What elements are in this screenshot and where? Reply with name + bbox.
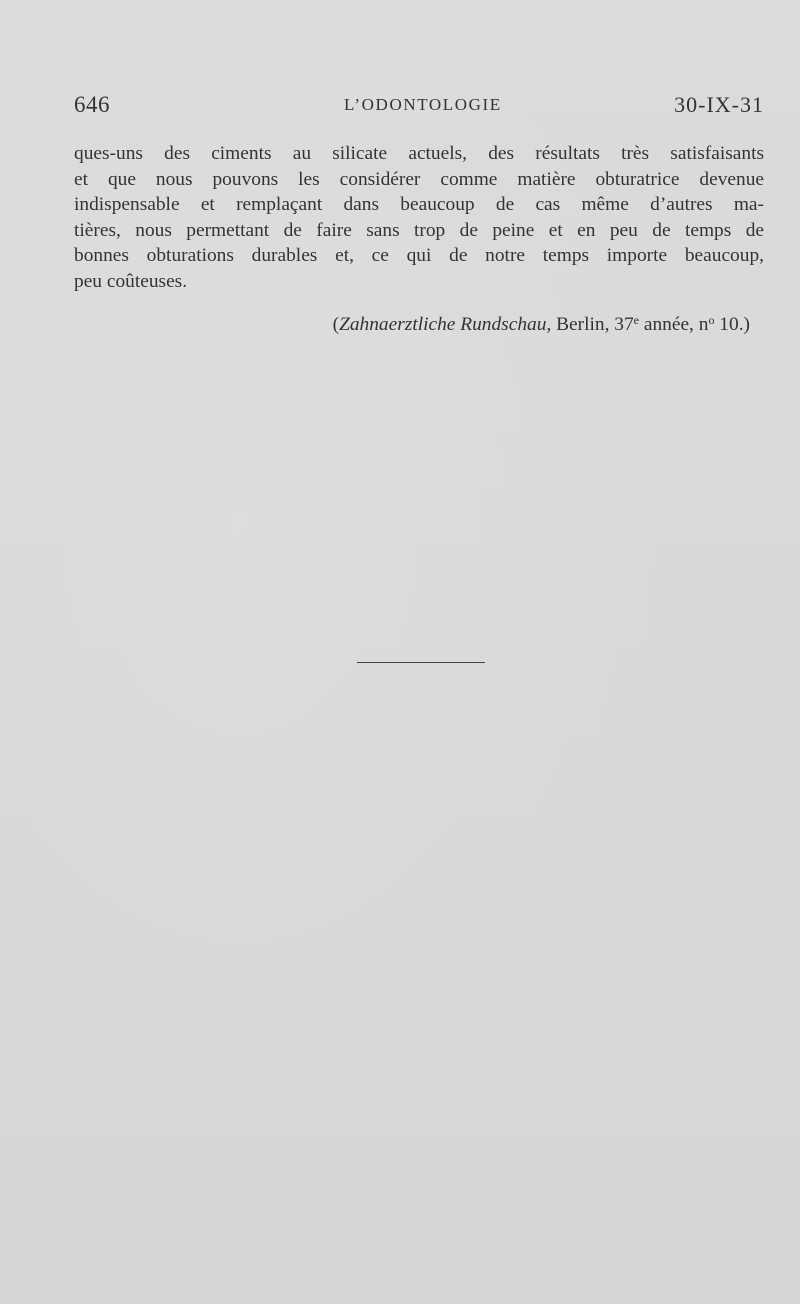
paragraph-line: et que nous pouvons les considérer comme matière obturatrice devenue [74,168,764,190]
citation-open-paren: ( [332,314,340,335]
citation-ordinal-sup: e [633,313,639,327]
paragraph-line: bonnes obturations durables et, ce qui de notre temps importe beaucoup, [74,245,764,267]
page-header [74,92,764,124]
citation-number: 10.) [714,314,750,335]
citation-year-text: année, n [639,314,709,335]
citation-place: Berlin, 37 [551,314,634,335]
source-citation [333,307,750,338]
paragraph-line: peu coûteuses. [74,270,188,292]
body-paragraph [74,141,764,295]
paragraph-line: ques-uns des ciments au silicate actuels, des résultats très satisfaisants [74,143,764,164]
section-divider [357,662,485,663]
paragraph-line: indispensable et remplaçant dans beaucoup de cas même d’autres ma- [74,194,764,216]
running-title: L’ODONTOLOGIE [344,95,502,114]
issue-date: 30-IX-31 [674,92,764,117]
paragraph-line: tières, nous permettant de faire sans trop de peine et en peu de temps de [74,219,764,241]
citation-journal: Zahnaerztliche Rundschau, [339,314,552,335]
citation-number-sup: o [708,313,715,327]
page-number: 646 [74,92,110,117]
